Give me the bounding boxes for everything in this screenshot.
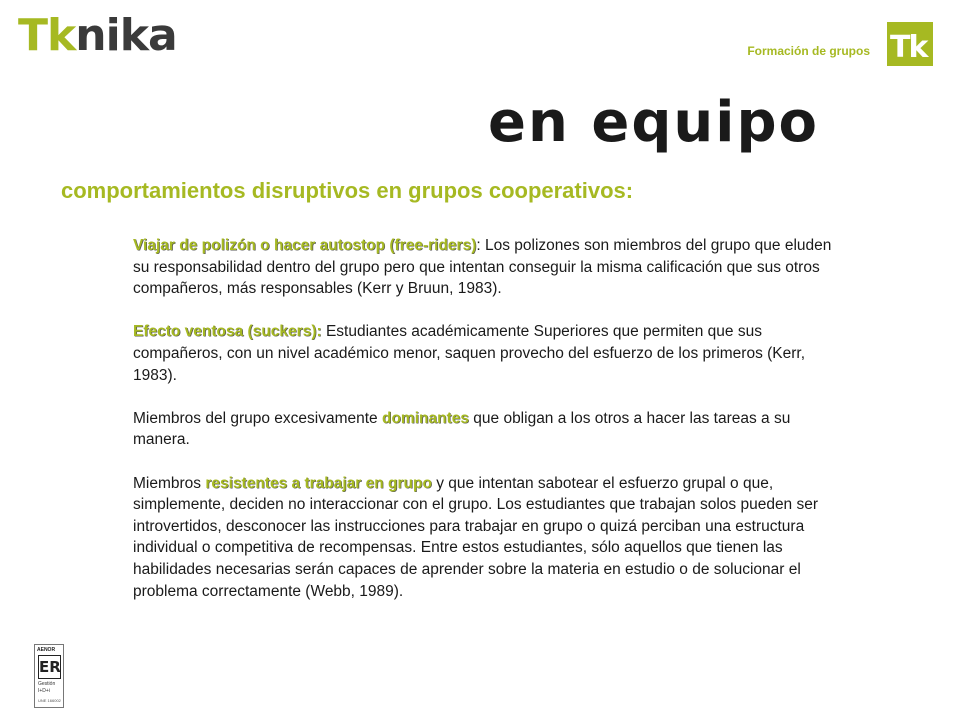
paragraph-text: que obligan a los otros a hacer las tareas a su manera. bbox=[133, 409, 791, 449]
subject-title: Formación de grupos bbox=[747, 44, 870, 58]
tk-badge-text: Tk bbox=[890, 30, 927, 65]
er-mark-icon: ER bbox=[38, 655, 61, 679]
cert-standard: UNE 166002 bbox=[38, 698, 61, 703]
paragraph-text: Estudiantes académicamente Superiores que permiten que sus compañeros, con un nivel académico menor, saquen provecho del esfuerzo de los primeros (Kerr, 1983). bbox=[133, 323, 806, 384]
highlight-suckers: Efecto ventosa (suckers): bbox=[133, 323, 322, 341]
cert-line: Gestión bbox=[38, 681, 56, 687]
cert-brand: AENOR bbox=[37, 647, 56, 653]
headline: en equipo bbox=[488, 90, 820, 155]
logo-nika: nika bbox=[75, 10, 177, 61]
paragraph-text: Miembros del grupo excesivamente bbox=[133, 409, 382, 427]
paragraph-resistentes bbox=[133, 473, 845, 603]
tknika-logo bbox=[18, 10, 177, 61]
highlight-free-riders: Viajar de polizón o hacer autostop (free-riders) bbox=[133, 237, 477, 254]
content-body bbox=[133, 235, 845, 624]
paragraph-suckers bbox=[133, 321, 845, 386]
highlight-resistentes: resistentes a trabajar en grupo bbox=[205, 474, 432, 492]
paragraph-dominantes bbox=[133, 408, 845, 451]
paragraph-text: : Los polizones son miembros del grupo que eluden su responsabilidad dentro del grupo pero que intentan conseguir la misma calificación que sus otros compañeros, más responsables (Kerr y Bruun, 1983). bbox=[133, 237, 832, 298]
logo-tk: Tk bbox=[18, 10, 76, 61]
highlight-dominantes: dominantes bbox=[381, 409, 469, 427]
paragraph-text: Miembros bbox=[133, 474, 206, 492]
paragraph-text: y que intentan sabotear el esfuerzo grupal o que, simplemente, deciden no interaccionar con el grupo. Los estudiantes que trabajan solos pueden ser introvertidos, desconocer las instrucciones para trabajar en grupo o quizá perciban una estructura individual o competitiva de recompensas. Entre estos estudiantes, sólo aquellos que tienen las habilidades necesarias serán capaces de aprender sobre la materia en estudio o de solucionar el problema correctamente (Webb, 1989). bbox=[133, 474, 819, 600]
tk-badge-icon bbox=[887, 22, 933, 66]
section-heading: comportamientos disruptivos en grupos cooperativos: bbox=[61, 178, 634, 203]
cert-line: I+D+i bbox=[38, 688, 50, 694]
aenor-certification-badge bbox=[34, 644, 64, 708]
paragraph-free-riders bbox=[133, 235, 845, 300]
